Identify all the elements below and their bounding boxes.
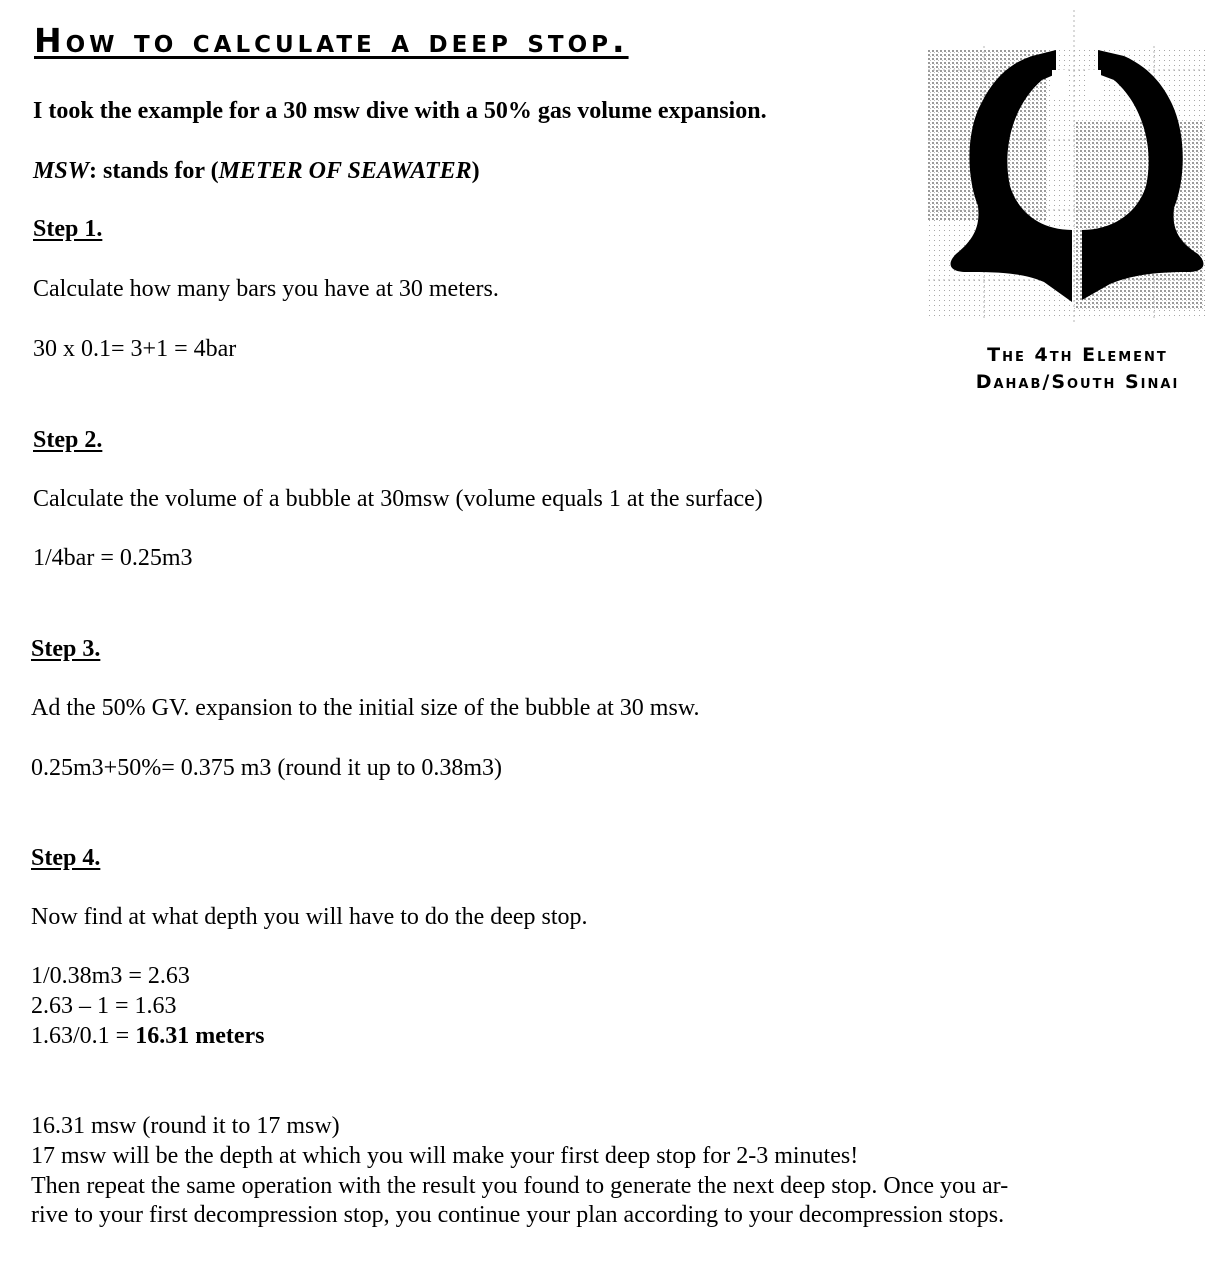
step-1-heading: Step 1.	[33, 216, 103, 242]
intro-example: I took the example for a 30 msw dive with a 50% gas volume expansion.	[33, 98, 767, 124]
msw-full: METER OF SEAWATER	[218, 158, 472, 184]
msw-definition	[33, 156, 480, 186]
step-2-calc: 1/4bar = 0.25m3	[33, 545, 193, 571]
step-4-calc-2: 2.63 – 1 = 1.63	[31, 993, 177, 1019]
step-4-heading: Step 4.	[31, 845, 101, 871]
conclusion-line-3: Then repeat the same operation with the result you found to generate the next deep stop. Once you ar-	[31, 1173, 1009, 1199]
conclusion-line-1: 16.31 msw (round it to 17 msw)	[31, 1113, 340, 1139]
page-title: How to calculate a deep stop.	[34, 21, 629, 60]
the-4th-element-logo-icon	[924, 10, 1212, 322]
logo-caption-line-1: The 4th Element	[987, 344, 1168, 366]
logo-caption-line-2: Dahab/South Sinai	[975, 371, 1180, 393]
step-1-description: Calculate how many bars you have at 30 meters.	[33, 276, 499, 302]
step-4-result-value: 16.31 meters	[135, 1023, 265, 1049]
step-4-description: Now find at what depth you will have to do the deep stop.	[31, 904, 588, 930]
step-4-result-prefix: 1.63/0.1 =	[31, 1023, 136, 1049]
step-3-calc: 0.25m3+50%= 0.375 m3 (round it up to 0.38m3)	[31, 755, 503, 781]
step-4-result	[31, 1021, 264, 1051]
conclusion-line-2: 17 msw will be the depth at which you will make your first deep stop for 2-3 minutes!	[31, 1143, 859, 1169]
conclusion-line-4: rive to your first decompression stop, you continue your plan according to your decompression stops.	[31, 1202, 1005, 1228]
msw-mid: : stands for (	[89, 158, 219, 184]
msw-abbr: MSW	[33, 158, 90, 184]
step-2-description: Calculate the volume of a bubble at 30msw (volume equals 1 at the surface)	[33, 486, 763, 512]
step-4-calc-1: 1/0.38m3 = 2.63	[31, 963, 190, 989]
step-1-calc: 30 x 0.1= 3+1 = 4bar	[33, 336, 237, 362]
step-2-heading: Step 2.	[33, 427, 103, 453]
step-3-description: Ad the 50% GV. expansion to the initial size of the bubble at 30 msw.	[31, 695, 700, 721]
step-3-heading: Step 3.	[31, 636, 101, 662]
msw-end: )	[471, 158, 480, 184]
